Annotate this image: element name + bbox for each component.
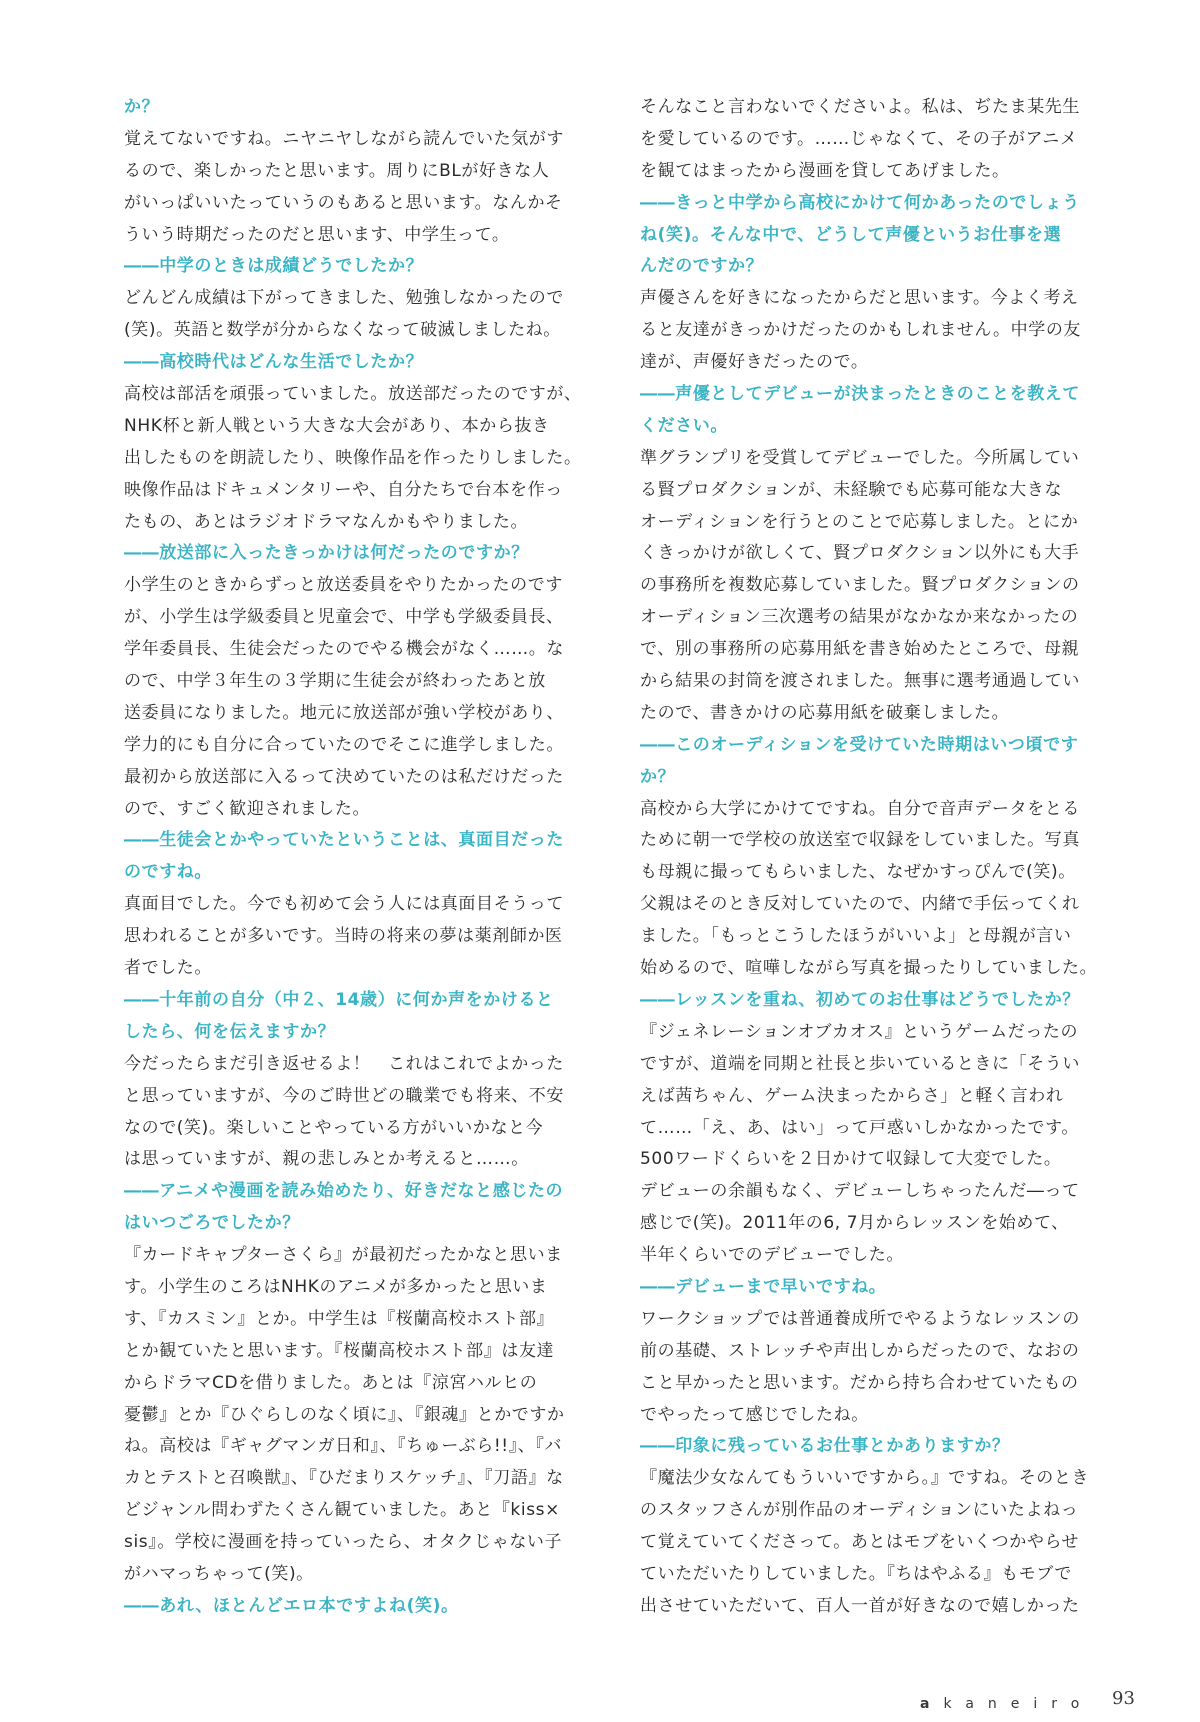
interview-question-line: ――十年前の自分（中２、14歳）に何か声をかけると (124, 989, 554, 1010)
interview-answer-line: 『魔法少女なんてもういいですから。』ですね。そのとき (640, 1468, 1090, 1489)
interview-answer-line: 500ワードくらいを２日かけて収録して大変でした。 (640, 1149, 1062, 1170)
interview-answer-line: くきっかけが欲しくて、賢プロダクション以外にも大手 (640, 543, 1080, 564)
interview-answer-line: sis』。学校に漫画を持っていったら、オタクじゃない子 (124, 1532, 563, 1553)
interview-answer-line: も母親に撮ってもらいました、なぜかすっぴんで(笑)。 (640, 862, 1076, 883)
right-column (640, 92, 1100, 1623)
interview-answer-line: 高校から大学にかけてですね。自分で音声データをとる (640, 798, 1080, 819)
interview-question-line: ――中学のときは成績どうでしたか？ (124, 256, 424, 277)
interview-answer-line: のスタッフさんが別作品のオーディションにいたよねっ (640, 1500, 1079, 1521)
interview-answer-line: でやったって感じでしたね。 (640, 1404, 869, 1425)
interview-answer-line: がハマっちゃって(笑)。 (124, 1563, 314, 1584)
left-column (124, 92, 590, 1623)
interview-question-line: ――きっと中学から高校にかけて何かあったのでしょう (640, 192, 1080, 213)
interview-answer-line: るので、楽しかったと思います。周りにBLが好きな人 (124, 160, 550, 181)
interview-answer-line: 声優さんを好きになったからだと思います。今よく考え (640, 288, 1079, 309)
interview-answer-line: 『カードキャプターさくら』が最初だったかなと思いま (124, 1245, 563, 1266)
brand-initial: a (920, 1696, 944, 1712)
interview-answer-line: は思っていますが、親の悲しみとか考えると……。 (124, 1149, 529, 1170)
interview-answer-line: からドラマCDを借りました。あとは『涼宮ハルヒの (124, 1372, 538, 1393)
interview-answer-line: 憂鬱』とか『ひぐらしのなく頃に』、『銀魂』とかですか (124, 1404, 565, 1425)
interview-answer-line: 最初から放送部に入るって決めていたのは私だけだった (124, 766, 564, 787)
interview-answer-line: ので、中学３年生の３学期に生徒会が終わったあと放 (124, 671, 546, 692)
interview-answer-line: 達が、声優好きだったので。 (640, 352, 869, 373)
interview-answer-line: オーディション三次選考の結果がなかなか来なかったの (640, 607, 1079, 628)
interview-answer-line: 映像作品はドキュメンタリーや、自分たちで台本を作っ (124, 479, 563, 500)
interview-answer-line: ね。高校は『ギャグマンガ日和』、『ちゅーぶら!!』、『バ (124, 1436, 563, 1457)
interview-answer-line: 学力的にも自分に合っていたのでそこに進学しました。 (124, 734, 564, 755)
interview-answer-line: 出させていただいて、百人一首が好きなので嬉しかった (640, 1595, 1080, 1616)
interview-answer-line: オーディションを行うとのことで応募しました。とにか (640, 511, 1079, 532)
interview-answer-line: がいっぱいいたっていうのもあると思います。なんかそ (124, 192, 563, 213)
interview-question-line: ――放送部に入ったきっかけは何だったのですか？ (124, 543, 529, 564)
interview-question-line: ――生徒会とかやっていたということは、真面目だった (124, 830, 564, 851)
interview-answer-line: ういう時期だったのだと思います、中学生って。 (124, 224, 510, 245)
interview-answer-line: 思われることが多いです。当時の将来の夢は薬剤師か医 (124, 926, 563, 947)
interview-answer-line: の事務所を複数応募していました。賢プロダクションの (640, 575, 1080, 596)
interview-answer-line: から結果の封筒を渡されました。無事に選考通過してい (640, 671, 1080, 692)
interview-answer-line: す。小学生のころはNHKのアニメが多かったと思いま (124, 1276, 548, 1297)
interview-answer-line: 小学生のときからずっと放送委員をやりたかったのです (124, 575, 563, 596)
interview-question-line: ね(笑)。そんな中で、どうして声優というお仕事を選 (640, 224, 1062, 245)
interview-answer-line: NHK杯と新人戦という大きな大会があり、本から抜き (124, 415, 550, 436)
interview-question-line: のですね。 (124, 862, 212, 883)
interview-answer-line: こと早かったと思います。だから持ち合わせていたもの (640, 1372, 1079, 1393)
interview-question-line: か？ (124, 97, 160, 117)
interview-answer-line: る賢プロダクションが、未経験でも応募可能な大きな (640, 479, 1063, 500)
interview-answer-line: カとテストと召喚獣』、『ひだまりスケッチ』、『刀語』な (124, 1468, 564, 1489)
interview-answer-line: デビューの余韻もなく、デビューしちゃったんだ―って (640, 1181, 1080, 1202)
page-footer (880, 1688, 1140, 1718)
interview-answer-line: えば茜ちゃん、ゲーム決まったからさ」と軽く言われ (640, 1085, 1064, 1106)
interview-answer-line: 真面目でした。今でも初めて会う人には真面目そうって (124, 894, 564, 915)
interview-answer-line: 者でした。 (124, 958, 212, 979)
interview-question-line: んだのですか？ (640, 256, 764, 277)
interview-question-line: ――レッスンを重ね、初めてのお仕事はどうでしたか？ (640, 989, 1080, 1010)
page-number: 93 (1112, 1688, 1135, 1709)
interview-question-line: はいつごろでしたか？ (124, 1213, 300, 1234)
interview-answer-line: なので(笑)。楽しいことやっている方がいいかなと今 (124, 1117, 544, 1138)
interview-answer-line: 送委員になりました。地元に放送部が強い学校があり、 (124, 702, 564, 723)
interview-answer-line: す、『カスミン』とか。中学生は『桜蘭高校ホスト部』 (124, 1308, 555, 1329)
interview-answer-line: 今だったらまだ引き返せるよ！ これはこれでよかった (124, 1053, 564, 1074)
interview-question-line: ください。 (640, 415, 728, 436)
interview-answer-line: が、小学生は学級委員と児童会で、中学も学級委員長、 (124, 607, 564, 628)
interview-answer-line: どんどん成績は下がってきました、勉強しなかったので (124, 288, 564, 309)
interview-answer-line: 高校は部活を頑張っていました。放送部だったのですが、 (124, 384, 582, 405)
magazine-brand (920, 1696, 1093, 1712)
interview-answer-line: 出したものを朗読したり、映像作品を作ったりしました。 (124, 447, 582, 468)
interview-answer-line: そんなこと言わないでくださいよ。私は、ぢたま某先生 (640, 97, 1080, 117)
interview-question-line: したら、何を伝えますか？ (124, 1021, 336, 1042)
interview-answer-line: 前の基礎、ストレッチや声出しからだったので、なおの (640, 1340, 1080, 1361)
brand-rest: kaneiro (943, 1696, 1094, 1712)
interview-answer-line: と思っていますが、今のご時世どの職業でも将来、不安 (124, 1085, 564, 1106)
interview-question-line: ――声優としてデビューが決まったときのことを教えて (640, 384, 1080, 405)
interview-answer-line: とか観ていたと思います。『桜蘭高校ホスト部』は友達 (124, 1340, 555, 1361)
interview-answer-line: ですが、道端を同期と社長と歩いているときに「そうい (640, 1053, 1080, 1074)
interview-question-line: ――このオーディションを受けていた時期はいつ頃です (640, 734, 1079, 755)
interview-answer-line: て……「え、あ、はい」って戸惑いしかなかったです。 (640, 1117, 1079, 1138)
interview-question-line: か？ (640, 766, 676, 787)
interview-answer-line: 覚えてないですね。ニヤニヤしながら読んでいた気がす (124, 128, 564, 149)
interview-answer-line: 準グランプリを受賞してデビューでした。今所属してい (640, 447, 1080, 468)
interview-answer-line: ていただいたりしていました。『ちはやふる』もモブで (640, 1563, 1073, 1584)
interview-answer-line: どジャンル問わずたくさん観ていました。あと『kiss× (124, 1500, 560, 1521)
interview-answer-line: (笑)。英語と数学が分からなくなって破滅しましたね。 (124, 320, 561, 341)
interview-answer-line: たもの、あとはラジオドラマなんかもやりました。 (124, 511, 529, 532)
interview-answer-line: 始めるので、喧嘩しながら写真を撮ったりしていました。 (640, 958, 1098, 979)
interview-answer-line: 半年くらいでのデビューでした。 (640, 1245, 904, 1266)
interview-answer-line: を愛しているのです。……じゃなくて、その子がアニメ (640, 128, 1078, 149)
interview-answer-line: ために朝一で学校の放送室で収録をしていました。写真 (640, 830, 1080, 851)
interview-answer-line: 『ジェネレーションオブカオス』というゲームだったの (640, 1021, 1079, 1042)
interview-answer-line: 父親はそのとき反対していたので、内緒で手伝ってくれ (640, 894, 1080, 915)
interview-answer-line: を観てはまったから漫画を貸してあげました。 (640, 160, 1010, 181)
interview-answer-line: 感じで(笑)。2011年の6, 7月からレッスンを始めて、 (640, 1213, 1069, 1234)
interview-answer-line: たので、書きかけの応募用紙を破棄しました。 (640, 702, 1010, 723)
interview-question-line: ――印象に残っているお仕事とかありますか？ (640, 1436, 1010, 1457)
interview-question-line: ――アニメや漫画を読み始めたり、好きだなと感じたの (124, 1181, 564, 1202)
interview-answer-line: で、別の事務所の応募用紙を書き始めたところで、母親 (640, 639, 1080, 660)
interview-answer-line: ワークショップでは普通養成所でやるようなレッスンの (640, 1308, 1080, 1329)
interview-answer-line: ました。「もっとこうしたほうがいいよ」と母親が言い (640, 926, 1072, 947)
interview-question-line: ――高校時代はどんな生活でしたか？ (124, 352, 424, 373)
interview-answer-line: ので、すごく歓迎されました。 (124, 798, 371, 819)
interview-question-line: ――あれ、ほとんどエロ本ですよね(笑)。 (124, 1595, 459, 1616)
interview-answer-line: て覚えていてくださって。あとはモブをいくつかやらせ (640, 1532, 1080, 1553)
interview-question-line: ――デビューまで早いですね。 (640, 1276, 887, 1297)
interview-answer-line: ると友達がきっかけだったのかもしれません。中学の友 (640, 320, 1082, 341)
interview-answer-line: 学年委員長、生徒会だったのでやる機会がなく……。な (124, 639, 564, 660)
